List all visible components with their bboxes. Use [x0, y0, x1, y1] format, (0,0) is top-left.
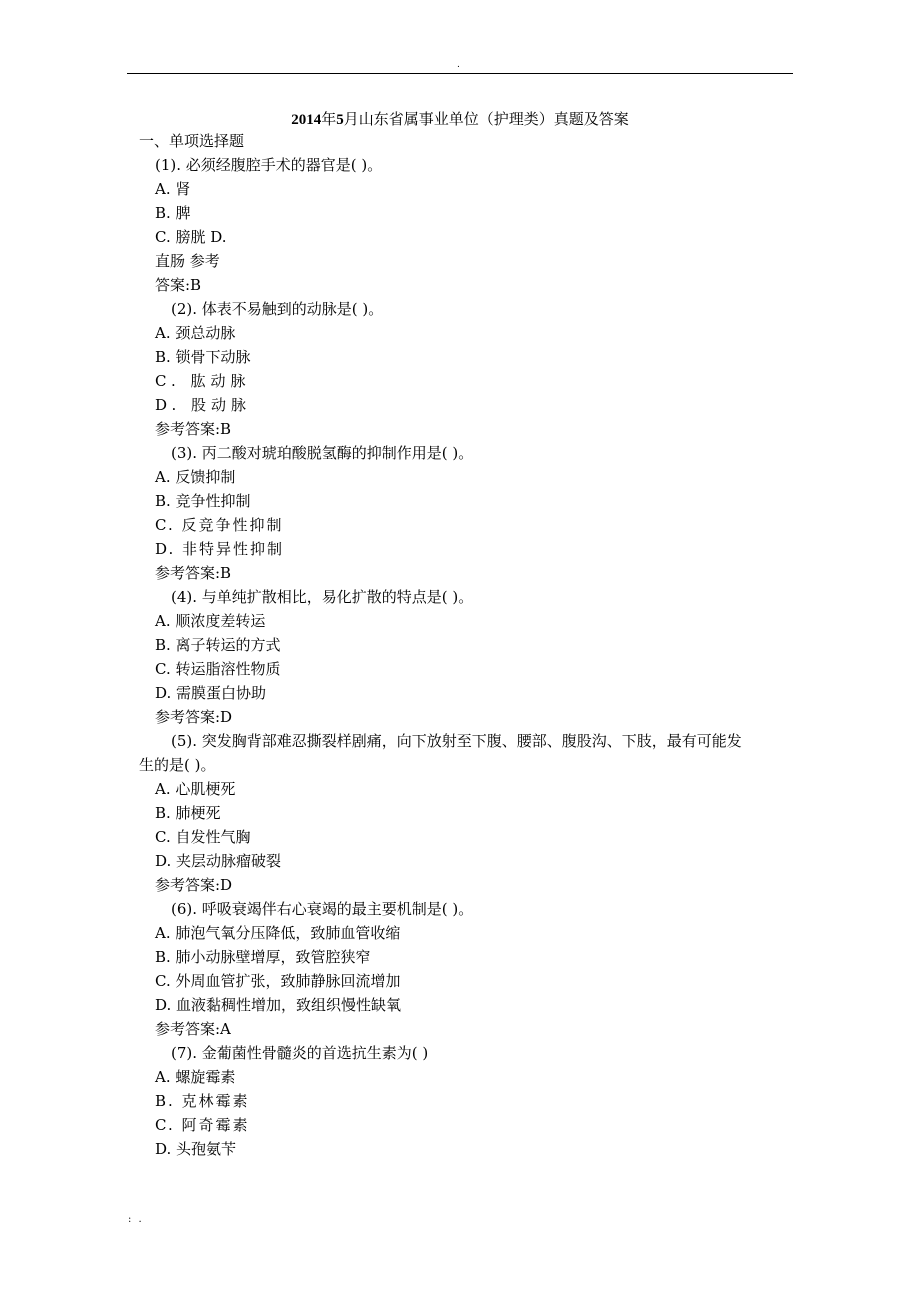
question-6-option-d: D. 血液黏稠性增加，致组织慢性缺氧: [155, 996, 402, 1014]
question-2-answer: 参考答案:B: [155, 420, 232, 438]
question-7-stem: (7). 金葡菌性骨髓炎的首选抗生素为( ): [171, 1044, 429, 1062]
question-5-option-d: D. 夹层动脉瘤破裂: [155, 852, 282, 870]
question-6-option-a: A. 肺泡气氧分压降低，致肺血管收缩: [155, 924, 401, 942]
question-4-stem: (4). 与单纯扩散相比，易化扩散的特点是( )。: [171, 588, 474, 606]
question-3-option-c: C. 反竞争性抑制: [155, 516, 284, 534]
question-4-option-d: D. 需膜蛋白协助: [155, 684, 267, 702]
question-2-option-c: C. 肱动脉: [155, 372, 251, 390]
question-2-stem: (2). 体表不易触到的动脉是( )。: [171, 300, 384, 318]
title-text-1: 年: [321, 110, 337, 128]
question-5-option-b: B. 肺梗死: [155, 804, 221, 822]
question-4-option-a: A. 顺浓度差转运: [155, 612, 266, 630]
question-5-answer: 参考答案:D: [155, 876, 233, 894]
title-year: 2014: [291, 112, 322, 128]
header-mark: .: [457, 60, 460, 70]
question-7-option-b: B. 克林霉素: [155, 1092, 250, 1110]
footer-mark: : .: [128, 1214, 144, 1225]
question-6-stem: (6). 呼吸衰竭伴右心衰竭的最主要机制是( )。: [171, 900, 474, 918]
question-5-stem-line-2: 生的是( )。: [139, 756, 216, 774]
section-heading: 一、单项选择题: [139, 132, 245, 150]
question-1-option-c: C. 膀胱 D.: [155, 228, 227, 246]
question-1-option-a: A. 肾: [155, 180, 191, 198]
header-rule: [127, 73, 793, 74]
question-3-option-a: A. 反馈抑制: [155, 468, 236, 486]
question-1-option-d: 直肠 参考: [155, 252, 220, 270]
question-2-option-b: B. 锁骨下动脉: [155, 348, 251, 366]
question-2-option-d: D. 股动脉: [155, 396, 252, 414]
question-7-option-a: A. 螺旋霉素: [155, 1068, 236, 1086]
question-5-option-a: A. 心肌梗死: [155, 780, 236, 798]
question-5-option-c: C. 自发性气胸: [155, 828, 251, 846]
question-1-answer: 答案:B: [155, 276, 202, 294]
question-4-option-b: B. 离子转运的方式: [155, 636, 281, 654]
question-3-stem: (3). 丙二酸对琥珀酸脱氢酶的抑制作用是( )。: [171, 444, 474, 462]
title-text-2: 月山东省属事业单位（护理类）真题及答案: [343, 110, 629, 128]
question-3-answer: 参考答案:B: [155, 564, 232, 582]
question-5-stem-line-1: (5). 突发胸背部难忍撕裂样剧痛，向下放射至下腹、腰部、腹股沟、下肢，最有可能发: [171, 732, 742, 750]
question-2-option-a: A. 颈总动脉: [155, 324, 236, 342]
question-4-answer: 参考答案:D: [155, 708, 233, 726]
question-3-option-d: D. 非特异性抑制: [155, 540, 285, 558]
question-7-option-c: C. 阿奇霉素: [155, 1116, 250, 1134]
title-month: 5: [336, 112, 344, 128]
question-1-stem: (1). 必须经腹腔手术的器官是( )。: [155, 156, 383, 174]
question-4-option-c: C. 转运脂溶性物质: [155, 660, 281, 678]
document-title: [0, 107, 920, 132]
question-6-option-b: B. 肺小动脉壁增厚，致管腔狭窄: [155, 948, 371, 966]
question-6-option-c: C. 外周血管扩张，致肺静脉回流增加: [155, 972, 401, 990]
question-1-option-b: B. 脾: [155, 204, 191, 222]
question-7-option-d: D. 头孢氨苄: [155, 1140, 237, 1158]
question-6-answer: 参考答案:A: [155, 1020, 231, 1038]
question-3-option-b: B. 竞争性抑制: [155, 492, 251, 510]
